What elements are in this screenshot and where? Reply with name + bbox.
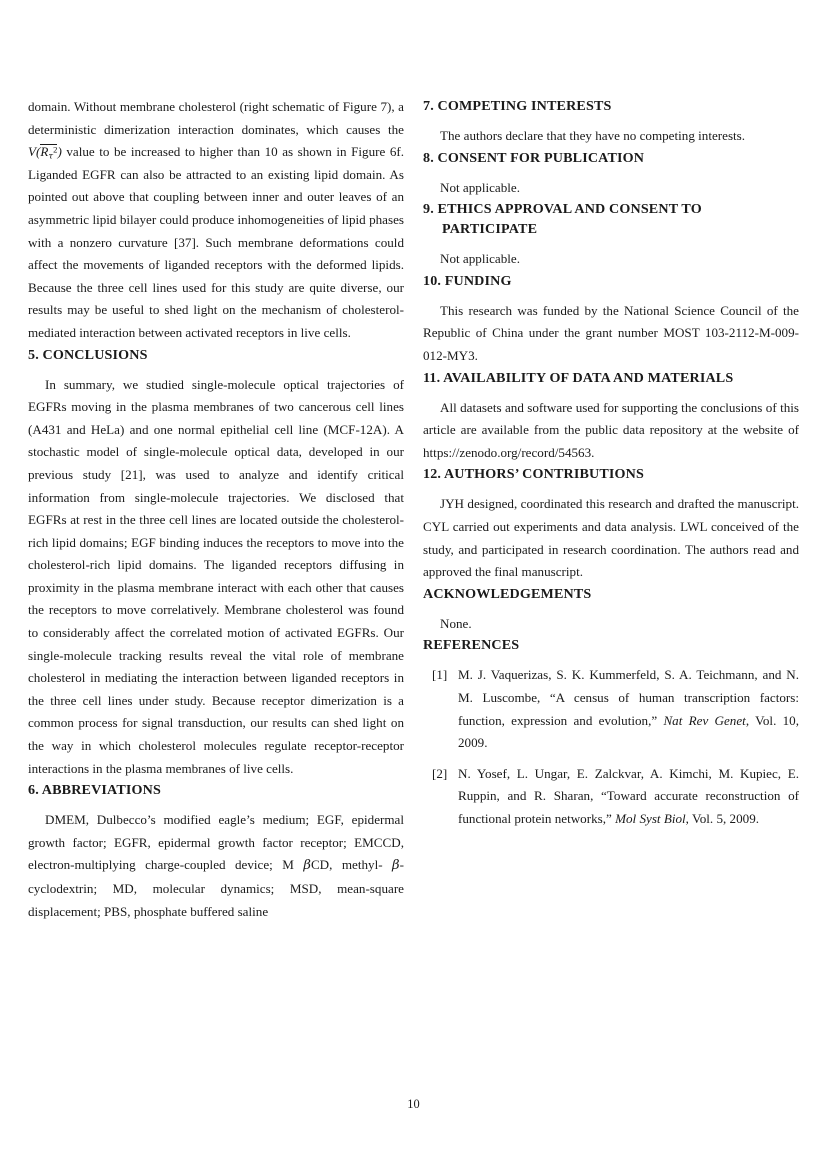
- math-function-v: V: [28, 144, 36, 160]
- section-heading-consent-for-publication: 8. CONSENT FOR PUBLICATION: [423, 149, 645, 166]
- consent-for-publication-paragraph: Not applicable.: [440, 179, 520, 195]
- abbreviations-part-3: -cyclodextrin; MD, molecular dynamics; MSD, mean-square displacement; PBS, phosphate buffered saline: [28, 857, 404, 919]
- reference-item: [423, 664, 799, 754]
- ethics-approval-paragraph: Not applicable.: [440, 251, 520, 267]
- math-superscript-two: 2: [53, 144, 58, 155]
- conclusions-paragraph: In summary, we studied single-molecule optical trajectories of EGFRs moving in the plasma membranes of two cancerous cell lines (A431 and HeLa) and one normal epithelial cell line (MCF-12A). A stochastic model of single-molecule optical data, developed in our previous study [21], was used to analyze and identify critical information from single-molecule trajectories. We disclosed that EGFRs at rest in the three cell lines are located outside the cholesterol-rich lipid domains; EGF binding induces the receptors to move into the cholesterol-rich lipid domains. The liganded receptors diffusing in proximity in the plasma membrane interact with each other that causes the receptors to move correlatively. Membrane cholesterol was found to considerably affect the correlated motion of activated EGFRs. Our single-molecule tracking results reveal the vital role of membrane cholesterol in mediating the interaction between liganded receptors in the three cell lines under study. Because receptor dimerization is a common process for signal transduction, our results can shed light on the way in which cholesterol molecules regulate receptor-receptor interactions in the plasma membranes of live cells.: [28, 376, 404, 776]
- abbreviations-part-1: DMEM, Dulbecco’s modified eagle’s medium; EGF, epidermal growth factor; EGFR, epidermal growth factor receptor; EMCCD, electron-multiplying charge-coupled device; M: [28, 812, 404, 873]
- section-heading-competing-interests: 7. COMPETING INTERESTS: [423, 98, 612, 114]
- page-number: 10: [407, 1097, 420, 1111]
- beta-symbol-mbcd: β: [303, 858, 311, 874]
- right-column: [423, 96, 799, 1086]
- abbreviations-paragraph: [28, 809, 404, 923]
- availability-paragraph: All datasets and software used for supporting the conclusions of this article are available from the public data repository at the website of https://zenodo.org/record/54563.: [423, 399, 799, 460]
- authors-contributions-paragraph: JYH designed, coordinated this research and drafted the manuscript. CYL carried out experiments and data analysis. LWL conceived of the study, and participated in research coordination. The authors read and approved the final manuscript.: [423, 496, 799, 580]
- continued-paragraph-after-math: value to be increased to higher than 10 as shown in Figure 6f. Liganded EGFR can also be attracted to an existing lipid domain. As pointed out above that coupling between inner and outer leaves of an asymmetric lipid bilayer could produce inhomogeneities of lipid phases with a nonzero curvature [37]. Such membrane deformations could affect the movements of liganded receptors with the deformed lipids. Because the three cell lines used for this study are quite diverse, our results may be useful to shed light on the mechanism of cholesterol-mediated interaction between activated receptors in live cells.: [28, 144, 404, 340]
- math-close-paren: ): [57, 144, 62, 160]
- left-column: [28, 96, 404, 1086]
- references-list: [423, 664, 799, 830]
- beta-symbol-cyclodextrin: β: [392, 858, 400, 874]
- funding-paragraph: This research was funded by the National Science Council of the Republic of China under the grant number MOST 103-2112-M-009-012-MY3.: [423, 302, 799, 363]
- acknowledgements-paragraph: None.: [440, 615, 472, 631]
- variance-math-expression: [28, 144, 62, 162]
- reference-text: [458, 664, 799, 754]
- section-heading-ethics-approval: [423, 199, 799, 239]
- math-open-paren: (: [36, 144, 41, 160]
- abbreviations-part-2: CD, methyl-: [310, 857, 393, 873]
- section-heading-availability: 11. AVAILABILITY OF DATA AND MATERIALS: [423, 369, 734, 386]
- math-overbar-group: [40, 144, 57, 161]
- reference-text-post: , Vol. 5, 2009.: [685, 810, 760, 826]
- reference-journal-name: Mol Syst Biol: [615, 810, 686, 826]
- section-heading-authors-contributions: 12. AUTHORS’ CONTRIBUTIONS: [423, 466, 644, 483]
- reference-text: [458, 763, 799, 831]
- section-heading-references: REFERENCES: [423, 637, 520, 654]
- section-heading-conclusions: 5. CONCLUSIONS: [28, 346, 148, 363]
- reference-text-pre: M. J. Vaquerizas, S. K. Kummerfeld, S. A. Teichmann, and N. M. Luscombe, “A census of human transcription factors: function, expression and evolution,”: [458, 667, 799, 728]
- reference-item: [423, 763, 799, 831]
- math-base-r: R: [40, 144, 49, 160]
- math-subscript-tau: τ: [48, 151, 54, 162]
- continued-paragraph: [28, 96, 404, 345]
- ethics-heading-line-1: 9. ETHICS APPROVAL AND CONSENT TO: [423, 201, 702, 218]
- reference-text-pre: N. Yosef, L. Ungar, E. Zalckvar, A. Kimchi, M. Kupiec, E. Ruppin, and R. Sharan, “Toward accurate reconstruction of functional protein networks,”: [458, 765, 799, 826]
- reference-number: [1]: [432, 667, 448, 683]
- reference-journal-name: Nat Rev Genet: [663, 712, 746, 728]
- ethics-heading-line-2: PARTICIPATE: [442, 221, 538, 238]
- two-column-body: [28, 96, 799, 1086]
- section-heading-acknowledgements: ACKNOWLEDGEMENTS: [423, 585, 592, 602]
- continued-paragraph-before-math: domain. Without membrane cholesterol (right schematic of Figure 7), a deterministic dimerization interaction dominates, which causes the: [28, 99, 404, 137]
- competing-interests-paragraph: The authors declare that they have no competing interests.: [440, 128, 746, 143]
- reference-text-post: , Vol. 10, 2009.: [458, 712, 799, 751]
- reference-number: [2]: [432, 765, 448, 781]
- section-heading-funding: 10. FUNDING: [423, 272, 512, 289]
- section-heading-abbreviations: 6. ABBREVIATIONS: [28, 782, 161, 799]
